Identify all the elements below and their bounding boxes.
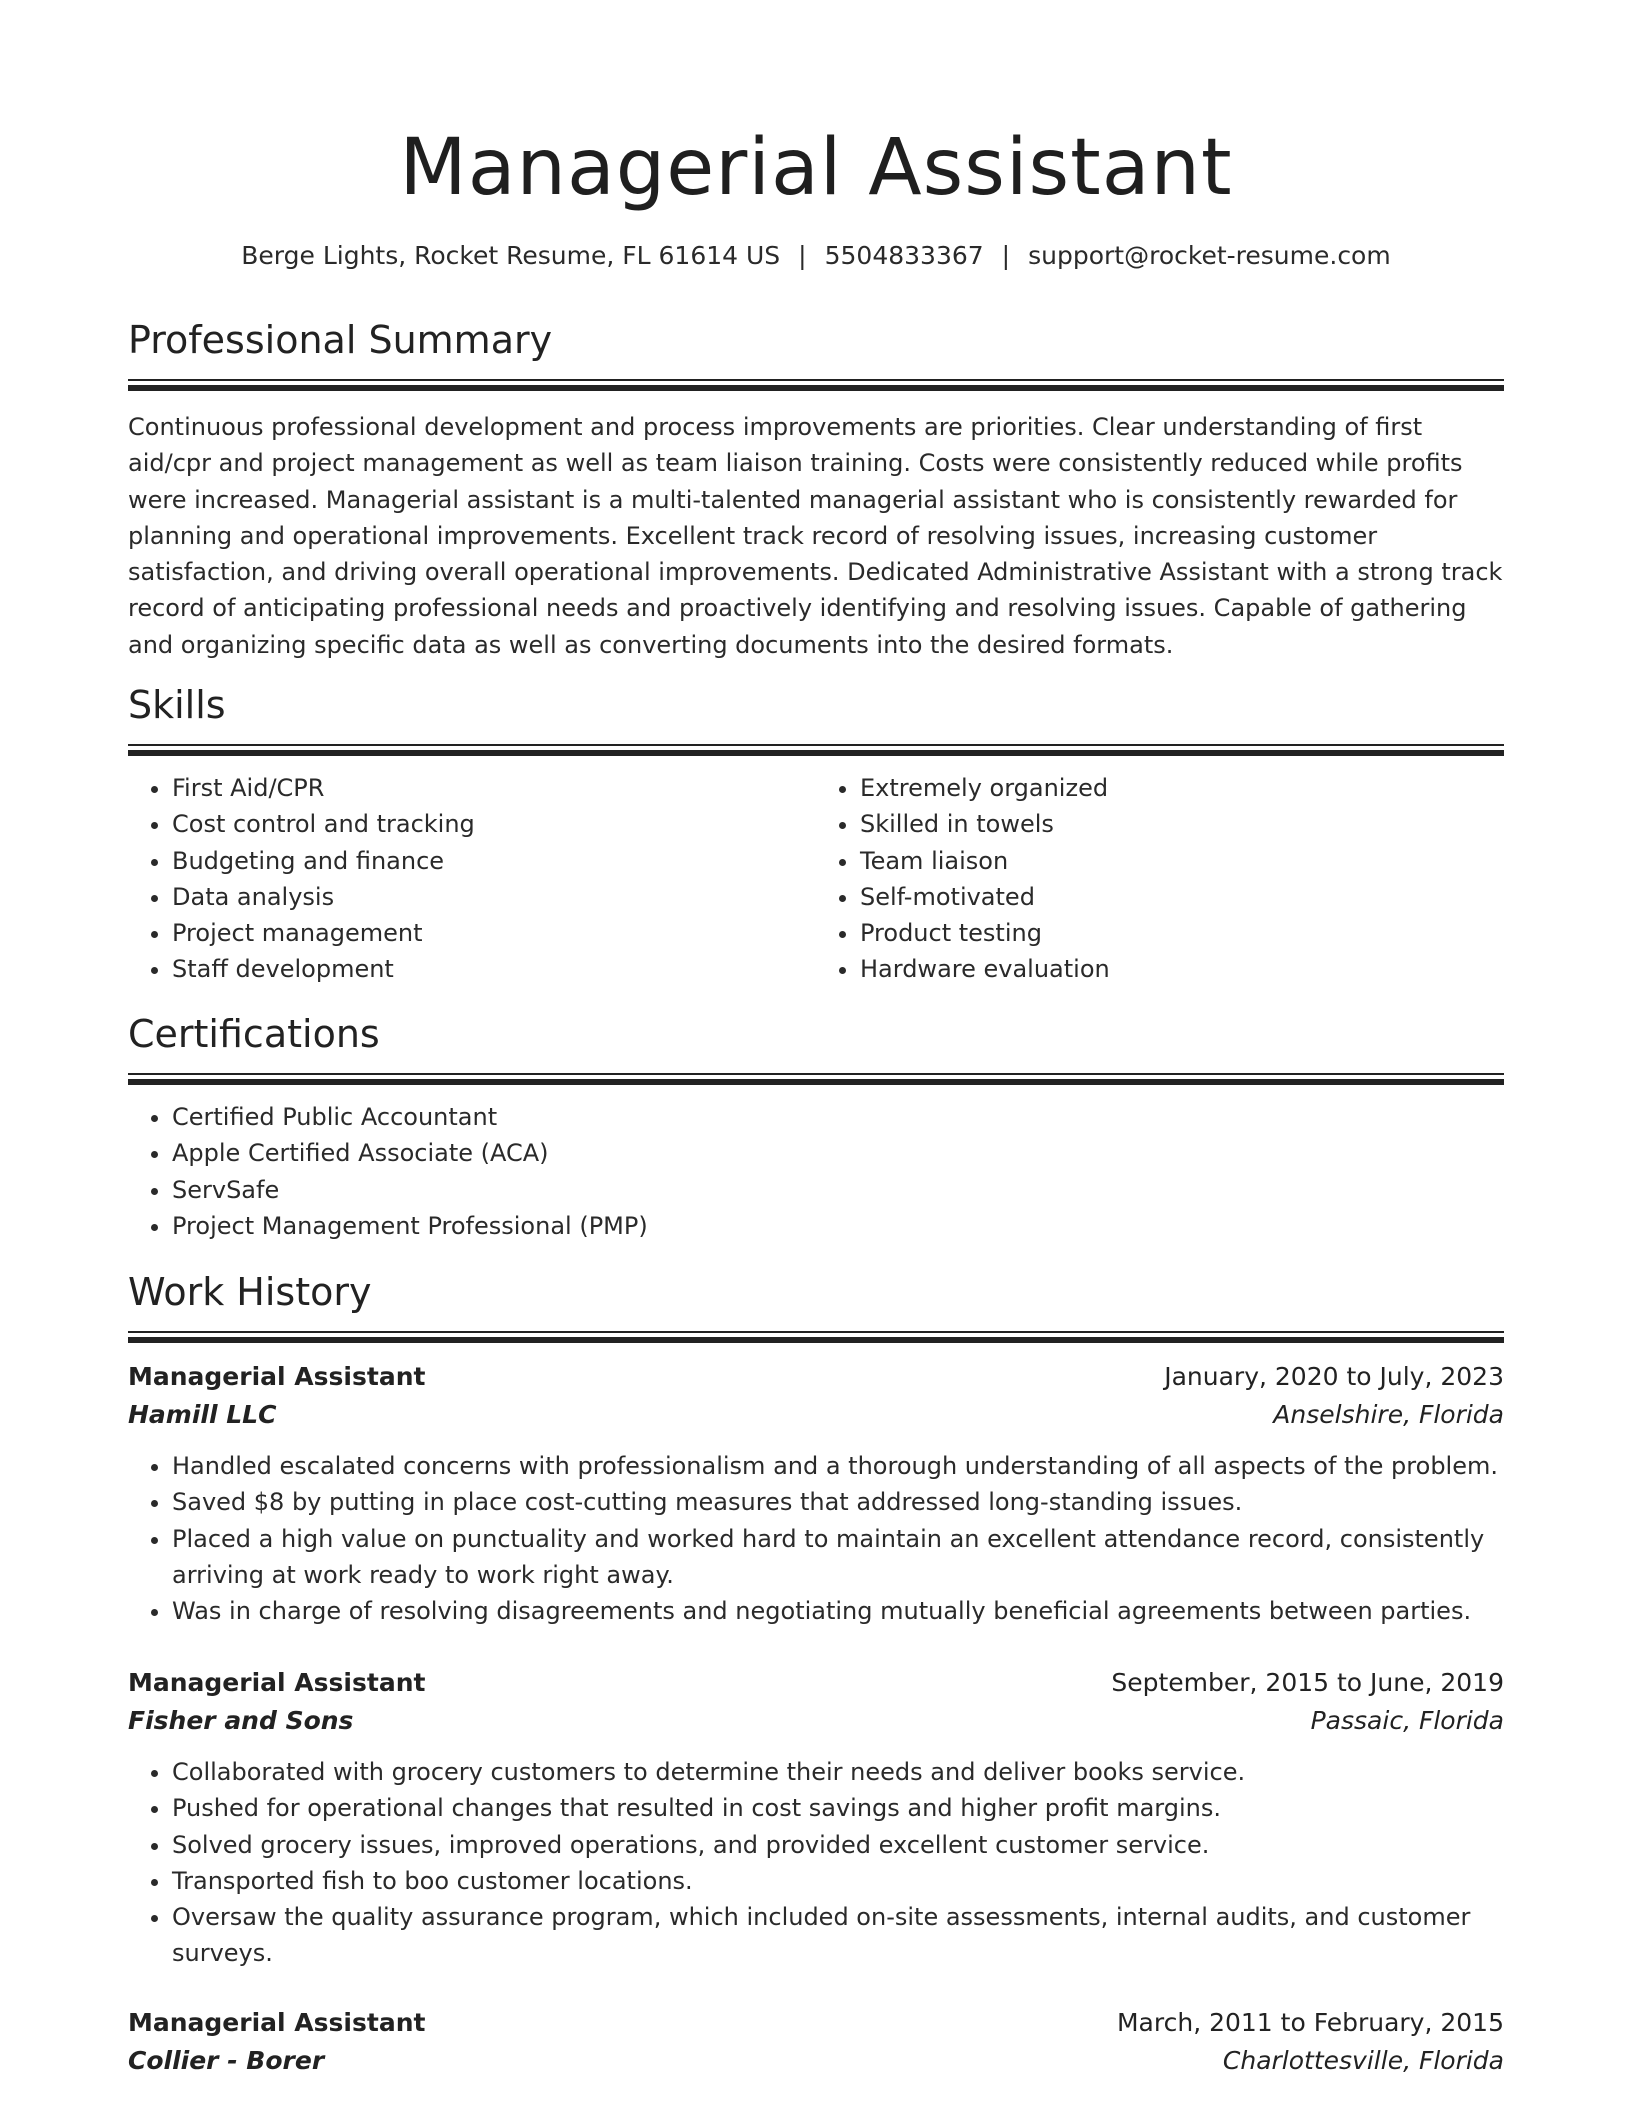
skills-column-left [128,770,816,988]
skill-item: • First Aid/CPR [172,770,816,806]
skill-item: • Team liaison [860,843,1504,879]
contact-line [128,238,1504,274]
summary-section [128,315,1504,663]
job-bullet: • Transported fish to boo customer locations. [172,1863,1504,1899]
job-dates: September, 2015 to June, 2019 [1111,1668,1504,1697]
skill-item: • Project management [172,915,816,951]
work-history-heading: Work History [128,1270,372,1314]
job-bullet: • Handled escalated concerns with professionalism and a thorough understanding of all aspects of the problem. [172,1448,1504,1484]
contact-separator: | [798,241,807,270]
summary-heading: Professional Summary [128,318,553,362]
job-bullet: • Oversaw the quality assurance program, which included on-site assessments, internal audits, and customer surveys. [172,1899,1504,1972]
skills-heading: Skills [128,683,226,727]
certifications-section [128,1009,1504,1244]
job-bullets [128,1448,1504,1629]
job-entry [128,2004,1504,2080]
certification-item: • ServSafe [172,1172,1504,1208]
skill-item: • Hardware evaluation [860,951,1504,987]
job-bullet: • Pushed for operational changes that resulted in cost savings and higher profit margins. [172,1790,1504,1826]
job-title: Managerial Assistant [128,1362,426,1391]
job-dates: March, 2011 to February, 2015 [1116,2008,1504,2037]
work-history-section [128,1267,1504,1343]
job-entry [128,1358,1504,1629]
job-company: Hamill LLC [128,1400,277,1429]
job-company: Collier - Borer [128,2046,325,2075]
skill-item: • Cost control and tracking [172,806,816,842]
job-title: Managerial Assistant [128,2008,426,2037]
resume-name: Managerial Assistant [399,123,1233,213]
job-company: Fisher and Sons [128,1706,354,1735]
job-bullets [128,1754,1504,1972]
skill-item: • Skilled in towels [860,806,1504,842]
section-divider [128,744,1504,756]
skill-item: • Extremely organized [860,770,1504,806]
job-location: Passaic, Florida [1310,1706,1504,1735]
skill-item: • Self-motivated [860,879,1504,915]
skills-column-right [816,770,1504,988]
certification-item: • Apple Certified Associate (ACA) [172,1135,1504,1171]
job-bullet: • Collaborated with grocery customers to determine their needs and deliver books service. [172,1754,1504,1790]
contact-separator: | [1001,241,1011,270]
skills-section [128,680,1504,988]
section-divider [128,1331,1504,1343]
section-divider [128,1073,1504,1085]
certifications-list [128,1099,1504,1244]
job-title: Managerial Assistant [128,1668,426,1697]
skill-item: • Budgeting and finance [172,843,816,879]
job-bullet: • Saved $8 by putting in place cost-cutting measures that addressed long-standing issues. [172,1484,1504,1520]
contact-phone: 5504833367 [824,241,984,270]
job-bullet: • Was in charge of resolving disagreements and negotiating mutually beneficial agreements between parties. [172,1593,1504,1629]
job-entry [128,1664,1504,1972]
skills-list [128,770,1504,988]
section-divider [128,379,1504,391]
job-dates: January, 2020 to July, 2023 [1164,1362,1504,1391]
skill-item: • Product testing [860,915,1504,951]
contact-email: support@rocket-resume.com [1028,241,1391,270]
summary-text: Continuous professional development and process improvements are priorities. Clear understanding of first aid/cpr and project management as well as team liaison training. Costs were consistently reduced while profits were increased. Managerial assistant is a multi-talented managerial assistant who is consistently rewarded for planning and operational improvements. Excellent track record of resolving issues, increasing customer satisfaction, and driving overall operational improvements. Dedicated Administrative Assistant with a strong track record of anticipating professional needs and proactively identifying and resolving issues. Capable of gathering and organizing specific data as well as converting documents into the desired formats. [128,413,1503,659]
skill-item: • Data analysis [172,879,816,915]
certifications-heading: Certifications [128,1012,380,1056]
skill-item: • Staff development [172,951,816,987]
contact-address: Berge Lights, Rocket Resume, FL 61614 US [241,241,781,270]
job-location: Charlottesville, Florida [1222,2046,1504,2075]
job-bullet: • Solved grocery issues, improved operations, and provided excellent customer service. [172,1827,1504,1863]
job-bullet: • Placed a high value on punctuality and worked hard to maintain an excellent attendance record, consistently arriving at work ready to work right away. [172,1521,1504,1594]
certification-item: • Certified Public Accountant [172,1099,1504,1135]
certification-item: • Project Management Professional (PMP) [172,1208,1504,1244]
job-location: Anselshire, Florida [1273,1400,1504,1429]
